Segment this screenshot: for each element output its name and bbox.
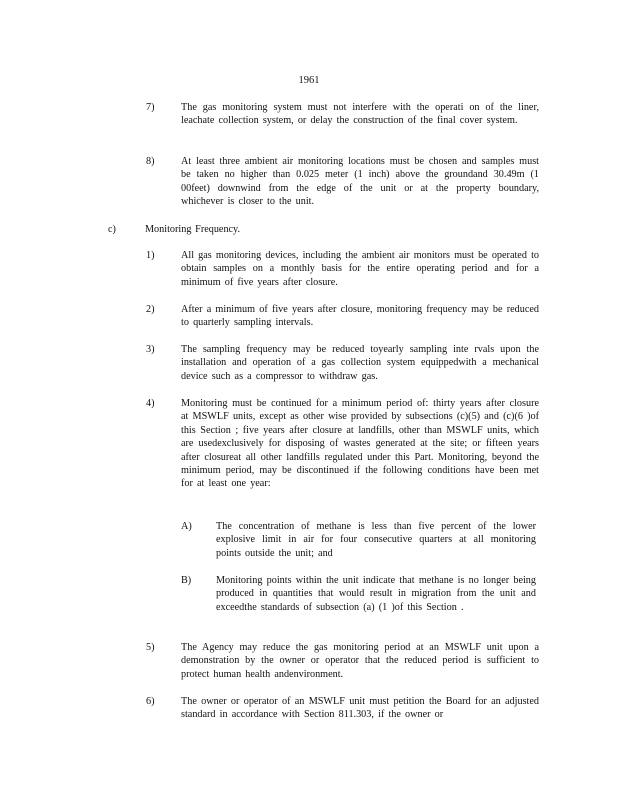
section-title: Monitoring Frequency. — [145, 224, 241, 235]
paragraph-text: The owner or operator of an MSWLF unit must petition the Board for an adjusted standard in accordance with Section 811.303, if the owner or — [181, 696, 539, 721]
paragraph-text: The Agency may reduce the gas monitoring period at an MSWLF unit upon a demonstration by the owner or operator that the reduced period is sufficient to protect human health andenvironment. — [181, 642, 539, 680]
subparagraph-text: The concentration of methane is less than five percent of the lower explosive limit in air for four consecutive quarters at all monitoring points outside the unit; and — [216, 521, 536, 559]
paragraph-label: 6) — [146, 696, 155, 707]
paragraph-label: 4) — [146, 398, 155, 409]
paragraph-label: 7) — [146, 102, 155, 113]
paragraph-text: All gas monitoring devices, including the ambient air monitors must be operated to obtain samples on a monthly basis for the entire operating period and for a minimum of five years after closure. — [181, 250, 539, 288]
paragraph-label: 1) — [146, 250, 155, 261]
paragraph-text: At least three ambient air monitoring locations must be chosen and samples must be taken no higher than 0.025 meter (1 inch) above the groundand 30.49m (1 00feet) downwind from the edge of the unit or at the property boundary, whichever is closer to the unit. — [181, 156, 539, 208]
section-label: c) — [108, 224, 116, 235]
subparagraph-text: Monitoring points within the unit indicate that methane is no longer being produced in quantities that would result in migration from the unit and exceedthe standards of subsection (a) (1 )of this Section . — [216, 575, 536, 613]
paragraph-text: The sampling frequency may be reduced toyearly sampling inte rvals upon the installation and operation of a gas collection system equippedwith a mechanical device such as a compressor to withdraw gas. — [181, 344, 539, 382]
page-number: 1961 — [298, 75, 320, 86]
paragraph-label: 3) — [146, 344, 155, 355]
paragraph-text: The gas monitoring system must not interfere with the operati on of the liner, leachate collection system, or delay the construction of the final cover system. — [181, 102, 539, 127]
paragraph-label: 5) — [146, 642, 155, 653]
paragraph-label: 2) — [146, 304, 155, 315]
paragraph-label: 8) — [146, 156, 155, 167]
subparagraph-label: A) — [181, 521, 192, 532]
paragraph-text: After a minimum of five years after closure, monitoring frequency may be reduced to quarterly sampling intervals. — [181, 304, 539, 329]
subparagraph-label: B) — [181, 575, 192, 586]
paragraph-text: Monitoring must be continued for a minimum period of: thirty years after closure at MSWLF units, except as other wise provided by subsections (c)(5) and (c)(6 )of this Section ; five years after closure at landfills, other than MSWLF units, which are usedexclusively for disposing of wastes generated at the site; or fifteen years after closureat all other landfills regulated under this Part. Monitoring, beyond the minimum period, may be discontinued if the following conditions have been met for at least one year: — [181, 398, 539, 490]
